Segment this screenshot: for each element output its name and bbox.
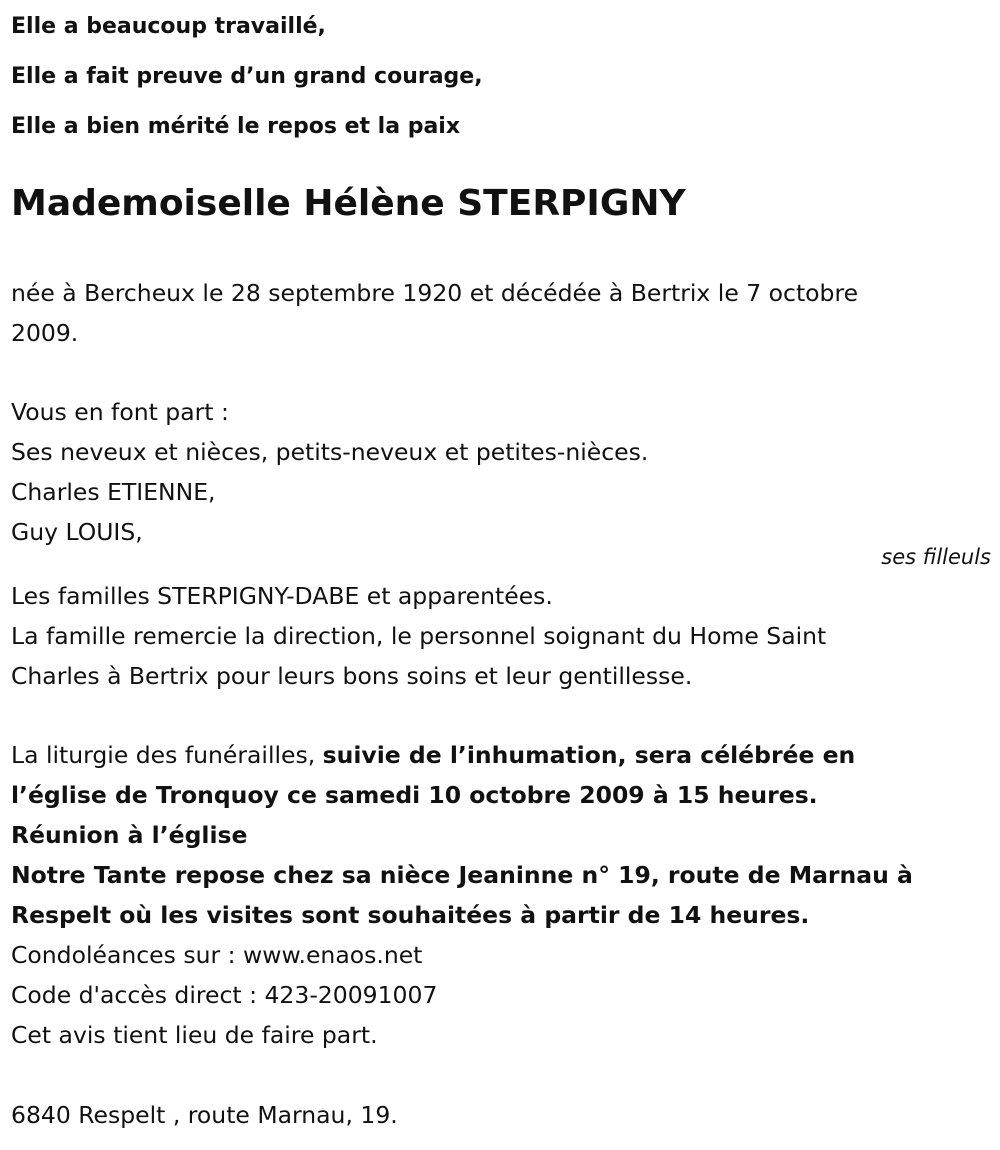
- funeral-line-2: l’église de Tronquoy ce samedi 10 octobre 2009 à 15 heures.: [11, 781, 818, 809]
- thanks-line-1: La famille remercie la direction, le personnel soignant du Home Saint: [11, 622, 827, 650]
- thanks-line-2: Charles à Bertrix pour leurs bons soins et leur gentillesse.: [11, 662, 693, 690]
- epigraph-line-3: Elle a bien mérité le repos et la paix: [11, 114, 461, 139]
- deceased-name-title: Mademoiselle Hélène STERPIGNY: [11, 183, 686, 224]
- godchild-1: Charles ETIENNE,: [11, 478, 216, 506]
- godchild-2: Guy LOUIS,: [11, 518, 143, 546]
- epigraph-line-2: Elle a fait preuve d’un grand courage,: [11, 64, 483, 89]
- access-code-line: Code d'accès direct : 423-20091007: [11, 981, 438, 1009]
- birth-death-line-2: 2009.: [11, 319, 79, 347]
- families-line: Les familles STERPIGNY-DABE et apparentées.: [11, 582, 553, 610]
- funeral-lead-bold: suivie de l’inhumation, sera célébrée en: [322, 741, 856, 769]
- address-line: 6840 Respelt , route Marnau, 19.: [11, 1101, 398, 1129]
- notice-line: Cet avis tient lieu de faire part.: [11, 1021, 378, 1049]
- funeral-block: [11, 735, 913, 1055]
- announcement-block: [11, 392, 648, 552]
- funeral-line-1: [11, 735, 913, 775]
- relatives-line: Ses neveux et nièces, petits-neveux et petites-nièces.: [11, 438, 649, 466]
- birth-death-info: [11, 273, 858, 353]
- families-block: [11, 576, 826, 696]
- funeral-meeting: Réunion à l’église: [11, 821, 248, 849]
- epigraph-line-1: Elle a beaucoup travaillé,: [11, 14, 326, 39]
- funeral-lead: La liturgie des funérailles,: [11, 741, 323, 769]
- godchildren-note: ses filleuls: [881, 545, 991, 569]
- condolences-line: Condoléances sur : www.enaos.net: [11, 941, 423, 969]
- visit-info-line-2: Respelt où les visites sont souhaitées à partir de 14 heures.: [11, 901, 810, 929]
- visit-info-line-1: Notre Tante repose chez sa nièce Jeaninne n° 19, route de Marnau à: [11, 861, 913, 889]
- announcement-intro: Vous en font part :: [11, 398, 229, 426]
- birth-death-line-1: née à Bercheux le 28 septembre 1920 et décédée à Bertrix le 7 octobre: [11, 279, 859, 307]
